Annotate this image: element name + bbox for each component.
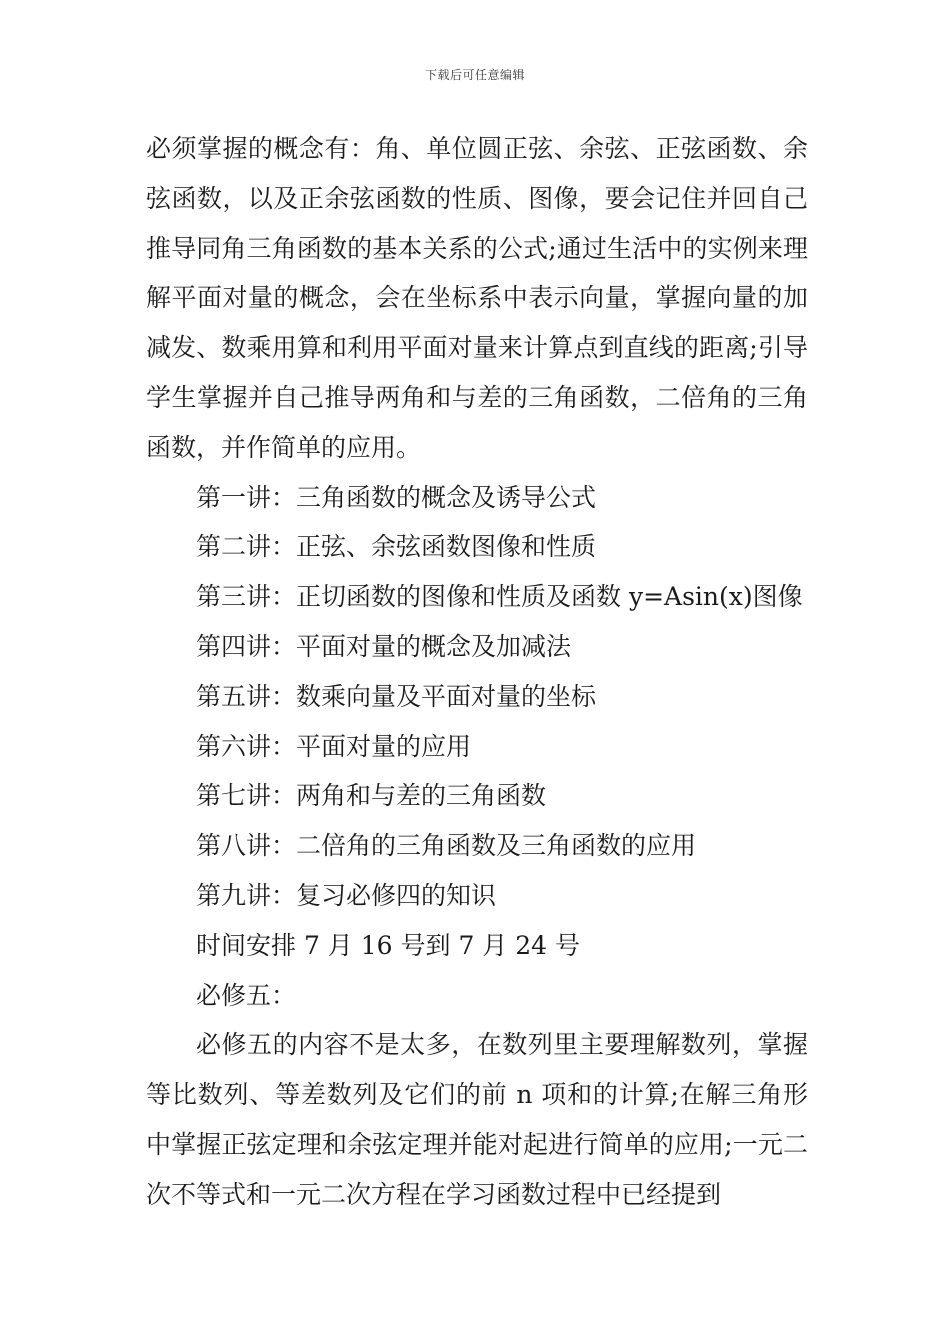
lecture-item-3: 第三讲：正切函数的图像和性质及函数 y=Asin(x)图像 [196, 582, 803, 612]
lecture-item-5: 第五讲：数乘向量及平面对量的坐标 [196, 681, 597, 711]
document-body [146, 124, 808, 1220]
lecture-item-6: 第六讲：平面对量的应用 [196, 731, 472, 761]
lecture-item-9: 第九讲：复习必修四的知识 [196, 880, 497, 910]
section-title: 必修五： [196, 980, 297, 1010]
lecture-item-4: 第四讲：平面对量的概念及加减法 [196, 631, 572, 661]
lecture-item-8: 第八讲：二倍角的三角函数及三角函数的应用 [196, 831, 697, 861]
schedule-line: 时间安排 7 月 16 号到 7 月 24 号 [196, 930, 581, 960]
section-paragraph: 必修五的内容不是太多，在数列里主要理解数列，掌握等比数列、等差数列及它们的前 n 项和的计算;在解三角形中掌握正弦定理和余弦定理并能对起进行简单的应用;一元二次不等式和一元二次方程在学习函数过程中已经提到 [146, 1030, 808, 1209]
lecture-item-1: 第一讲：三角函数的概念及诱导公式 [196, 482, 597, 512]
intro-paragraph: 必须掌握的概念有：角、单位圆正弦、余弦、正弦函数、余弦函数，以及正余弦函数的性质、图像，要会记住并回自己推导同角三角函数的基本关系的公式;通过生活中的实例来理解平面对量的概念，会在坐标系中表示向量，掌握向量的加减发、数乘用算和利用平面对量来计算点到直线的距离;引导学生掌握并自己推导两角和与差的三角函数，二倍角的三角函数，并作简单的应用。 [146, 134, 808, 462]
lecture-item-7: 第七讲：两角和与差的三角函数 [196, 781, 547, 811]
lecture-item-2: 第二讲：正弦、余弦函数图像和性质 [196, 532, 597, 562]
page-header-note: 下载后可任意编辑 [424, 68, 525, 82]
